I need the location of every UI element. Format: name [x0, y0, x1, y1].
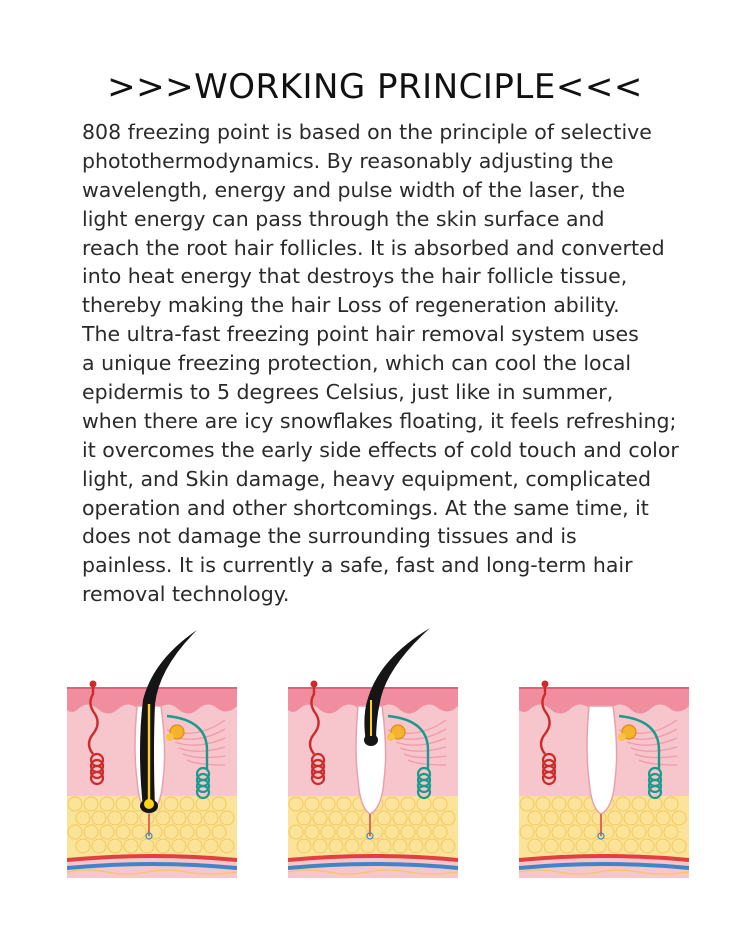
fat-cell — [220, 811, 234, 825]
fat-cell — [664, 825, 678, 839]
fat-cell — [520, 797, 534, 811]
fat-cell — [305, 825, 319, 839]
fat-cell — [576, 811, 590, 825]
fat-cell — [124, 839, 138, 853]
description-line: when there are icy snowflakes floating, it feels refreshing; — [82, 408, 677, 433]
fat-cell — [172, 839, 186, 853]
fat-cell — [560, 839, 574, 853]
artery-tip — [90, 681, 97, 688]
fat-cell — [528, 839, 542, 853]
fat-cell — [92, 839, 106, 853]
artery-tip — [542, 681, 549, 688]
stage-1-laser-absorbed — [67, 620, 237, 880]
hair-follicle — [587, 706, 617, 814]
fat-cell — [345, 811, 359, 825]
title-suffix-arrows: <<< — [555, 66, 643, 107]
laser-hit — [144, 799, 154, 809]
fat-cell — [156, 811, 170, 825]
description-line: removal technology. — [82, 582, 290, 607]
stage-3-hair-removed — [519, 620, 689, 880]
fat-cell — [441, 839, 455, 853]
fat-cell — [592, 839, 606, 853]
fat-cell — [289, 797, 303, 811]
fat-cell — [84, 797, 98, 811]
description-line: photothermodynamics. By reasonably adjusting the — [82, 148, 614, 173]
fat-cell — [560, 811, 574, 825]
fat-cell — [164, 825, 178, 839]
fat-cell — [180, 797, 194, 811]
fat-cell — [100, 825, 114, 839]
fat-cell — [220, 839, 234, 853]
fat-cell — [68, 825, 82, 839]
fat-cell — [76, 811, 90, 825]
fat-cell — [321, 825, 335, 839]
sebaceous-gland-lobe — [166, 733, 174, 741]
description-line: The ultra-fast freezing point hair removal system uses — [82, 322, 639, 347]
sebaceous-gland-lobe — [618, 733, 626, 741]
fat-cell — [393, 811, 407, 825]
fat-cell — [377, 811, 391, 825]
fat-cell — [204, 839, 218, 853]
fat-cell — [528, 811, 542, 825]
fat-cell — [180, 825, 194, 839]
fat-cell — [289, 825, 303, 839]
description-line: it overcomes the early side effects of cold touch and color — [82, 437, 679, 462]
fat-cell — [100, 797, 114, 811]
stage-2-follicle-destroyed — [288, 620, 458, 880]
fat-cell — [624, 839, 638, 853]
fat-cell — [409, 839, 423, 853]
fat-cell — [672, 839, 686, 853]
fat-cell — [353, 825, 367, 839]
hair-removal-diagram — [0, 620, 750, 890]
fat-cell — [188, 839, 202, 853]
fat-cell — [536, 825, 550, 839]
fat-cell — [656, 811, 670, 825]
fat-cell — [148, 825, 162, 839]
description-line: light energy can pass through the skin surface and — [82, 206, 605, 231]
fat-cell — [361, 839, 375, 853]
fat-cell — [656, 839, 670, 853]
fat-cell — [632, 797, 646, 811]
fat-cell — [640, 839, 654, 853]
fat-cell — [385, 825, 399, 839]
fat-cell — [188, 811, 202, 825]
fat-cell — [520, 825, 534, 839]
fat-cell — [441, 811, 455, 825]
fat-cell — [409, 811, 423, 825]
fat-cell — [401, 797, 415, 811]
fat-cell — [76, 839, 90, 853]
fat-cell — [425, 839, 439, 853]
fat-cell — [584, 825, 598, 839]
fat-cell — [212, 797, 226, 811]
fat-cell — [212, 825, 226, 839]
fat-cell — [204, 811, 218, 825]
fat-cell — [164, 797, 178, 811]
fat-cell — [544, 811, 558, 825]
fat-cell — [305, 797, 319, 811]
fat-cell — [568, 825, 582, 839]
fat-cell — [329, 839, 343, 853]
fat-cell — [337, 797, 351, 811]
fat-cell — [116, 797, 130, 811]
description-line: 808 freezing point is based on the principle of selective — [82, 120, 652, 144]
fat-cell — [84, 825, 98, 839]
fat-cell — [313, 811, 327, 825]
fat-cell — [640, 811, 654, 825]
sebaceous-gland-lobe — [387, 733, 395, 741]
fat-cell — [616, 797, 630, 811]
fat-cell — [616, 825, 630, 839]
fat-cell — [196, 825, 210, 839]
description-line: painless. It is currently a safe, fast and long-term hair — [82, 553, 633, 578]
fat-cell — [108, 839, 122, 853]
fat-cell — [536, 797, 550, 811]
description-line: wavelength, energy and pulse width of the laser, the — [82, 177, 626, 202]
fat-cell — [425, 811, 439, 825]
description-line: does not damage the surrounding tissues and is — [82, 524, 577, 549]
description-line: thereby making the hair Loss of regeneration ability. — [82, 293, 620, 318]
stage-1-skin-cross-section — [67, 620, 237, 880]
fat-cell — [608, 839, 622, 853]
description-line: into heat energy that destroys the hair follicle tissue, — [82, 264, 628, 289]
fat-cell — [297, 811, 311, 825]
fat-cell — [172, 811, 186, 825]
fat-cell — [433, 797, 447, 811]
artery-tip — [311, 681, 318, 688]
description-line: light, and Skin damage, heavy equipment, complicated — [82, 466, 652, 491]
fat-cell — [568, 797, 582, 811]
fat-cell — [132, 825, 146, 839]
fat-cell — [632, 825, 646, 839]
fat-cell — [624, 811, 638, 825]
fat-cell — [672, 811, 686, 825]
fat-cell — [116, 825, 130, 839]
fat-cell — [313, 839, 327, 853]
fat-cell — [393, 839, 407, 853]
fat-cell — [345, 839, 359, 853]
fat-cell — [417, 825, 431, 839]
fat-cell — [377, 839, 391, 853]
page-title — [0, 67, 750, 107]
description-paragraph — [82, 118, 722, 609]
fat-cell — [92, 811, 106, 825]
fat-cell — [576, 839, 590, 853]
description-line: a unique freezing protection, which can cool the local — [82, 351, 632, 376]
fat-cell — [552, 797, 566, 811]
stage-2-skin-cross-section — [288, 620, 458, 880]
fat-cell — [385, 797, 399, 811]
fat-cell — [664, 797, 678, 811]
fat-cell — [600, 825, 614, 839]
fat-cell — [108, 811, 122, 825]
fat-cell — [369, 825, 383, 839]
fat-cell — [156, 839, 170, 853]
fat-cell — [401, 825, 415, 839]
fat-cell — [648, 825, 662, 839]
title-prefix-arrows: >>> — [107, 66, 195, 107]
fat-cell — [433, 825, 447, 839]
fat-cell — [297, 839, 311, 853]
fat-cell — [544, 839, 558, 853]
fat-cell — [68, 797, 82, 811]
fat-cell — [608, 811, 622, 825]
description-line: operation and other shortcomings. At the same time, it — [82, 495, 649, 520]
fat-cell — [321, 797, 335, 811]
stage-3-skin-cross-section — [519, 620, 689, 880]
description-line: reach the root hair follicles. It is absorbed and converted — [82, 235, 665, 260]
description-line: epidermis to 5 degrees Celsius, just like in summer, — [82, 380, 614, 405]
fat-cell — [552, 825, 566, 839]
fat-cell — [337, 825, 351, 839]
title-text: WORKING PRINCIPLE — [194, 66, 556, 107]
fat-cell — [329, 811, 343, 825]
fat-cell — [124, 811, 138, 825]
fat-cell — [140, 839, 154, 853]
